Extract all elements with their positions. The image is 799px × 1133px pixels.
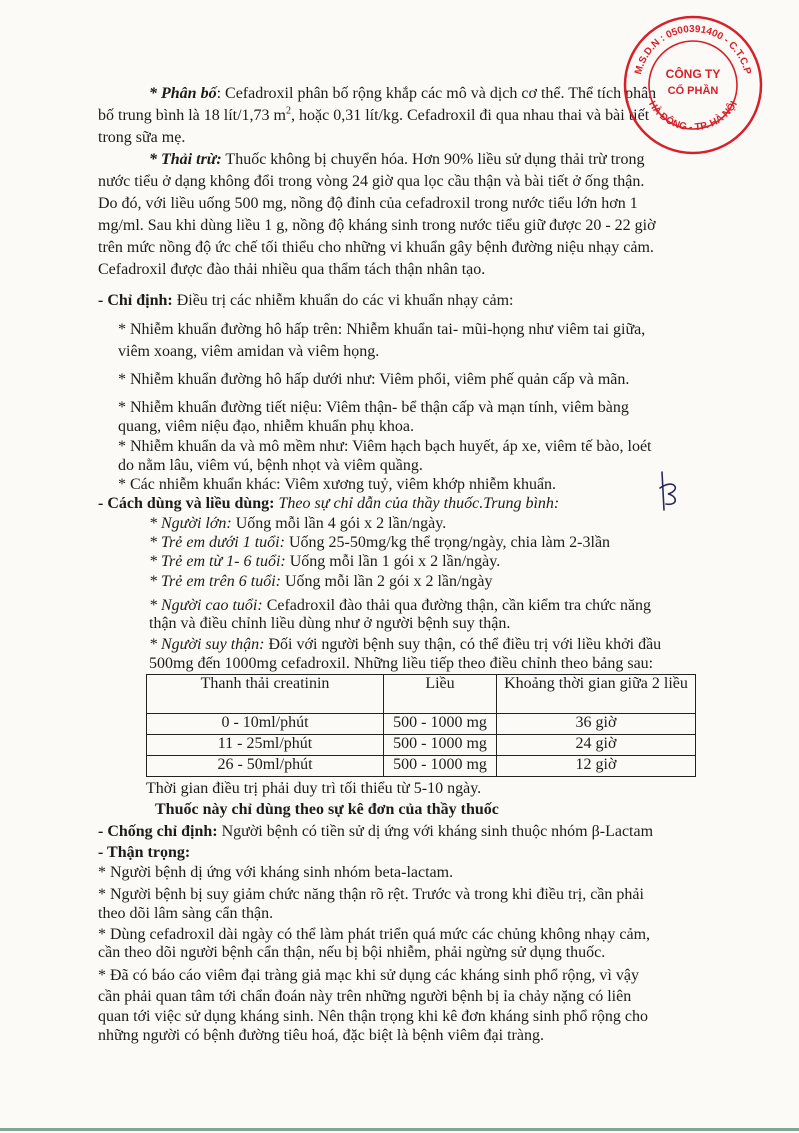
dose-adult: * Người lớn: Uống mỗi lần 4 gói x 2 lần/ngày. <box>149 515 447 532</box>
than-trong-item-1: * Người bệnh dị ứng với kháng sinh nhóm beta-lactam. <box>98 864 454 881</box>
than-trong-item-3-cont: cần theo dõi người bệnh cẩn thận, nếu bị bội nhiễm, phải ngừng sử dụng thuốc. <box>98 944 606 961</box>
chi-dinh-item-2: * Nhiễm khuẩn đường hô hấp dưới như: Viêm phổi, viêm phế quản cấp và mãn. <box>118 371 630 388</box>
dose-child-over-6: * Trẻ em trên 6 tuổi: Uống mỗi lần 2 gói x 2 lần/ngày <box>149 573 493 590</box>
table-row <box>147 735 696 756</box>
table-row <box>147 714 696 735</box>
thai-tru-line-3: Do đó, với liều uống 500 mg, nồng độ đỉnh của cefadroxil trong nước tiểu lớn hơn 1 <box>98 195 638 212</box>
table-cell: 24 giờ <box>497 735 696 756</box>
seal-line-2: CỔ PHẦN <box>667 85 719 97</box>
chi-dinh-item-3-cont: quang, viêm niệu đạo, nhiễm khuẩn phụ khoa. <box>118 418 414 435</box>
chi-dinh-item-1-cont: viêm xoang, viêm amidan và viêm họng. <box>118 343 380 360</box>
chi-dinh-item-4-cont: do nằm lâu, viêm vú, bệnh nhọt và viêm quầng. <box>118 457 423 474</box>
than-trong-item-4: * Đã có báo cáo viêm đại tràng giả mạc khi sử dụng các kháng sinh phổ rộng, vì vậy <box>98 967 639 984</box>
chi-dinh-item-1: * Nhiễm khuẩn đường hô hấp trên: Nhiễm khuẩn tai- mũi-họng như viêm tai giữa, <box>118 321 646 338</box>
thai-tru-line-2: nước tiểu ở dạng không đổi trong vòng 24 giờ qua lọc cầu thận và bài tiết ở ống thận. <box>98 173 645 190</box>
phan-bo-line-3: trong sữa mẹ. <box>98 129 186 146</box>
table-cell: 500 - 1000 mg <box>384 714 497 735</box>
dose-renal-cont: 500mg đến 1000mg cefadroxil. Những liều tiếp theo điều chỉnh theo bảng sau: <box>149 655 654 672</box>
renal-dose-table <box>146 674 696 777</box>
than-trong-item-3: * Dùng cefadroxil dài ngày có thể làm phát triển quá mức các chủng không nhạy cảm, <box>98 926 651 943</box>
chi-dinh-item-3: * Nhiễm khuẩn đường tiết niệu: Viêm thận- bể thận cấp và mạn tính, viêm bàng <box>118 399 629 416</box>
table-header-cell: Liều <box>384 675 497 714</box>
dose-child-under-1: * Trẻ em dưới 1 tuổi: Uống 25-50mg/kg thể trọng/ngày, chia làm 2-3lần <box>149 534 611 551</box>
seal-ring-top-text: M.S.D.N : 0500391400 - C.T.C.P <box>633 23 753 76</box>
than-trong-item-2: * Người bệnh bị suy giảm chức năng thận rõ rệt. Trước và trong khi điều trị, cần phải <box>98 886 644 903</box>
table-cell: 0 - 10ml/phút <box>147 714 384 735</box>
than-trong-item-4-cont-1: cần phải quan tâm tới chẩn đoán này trên những người bệnh bị ỉa chảy nặng có liên <box>98 988 632 1005</box>
table-header-row <box>147 675 696 714</box>
dose-renal: * Người suy thận: Đối với người bệnh suy thận, có thể điều trị với liều khởi đầu <box>149 636 662 653</box>
table-header-cell: Thanh thải creatinin <box>147 675 384 714</box>
handwritten-initials <box>648 468 688 514</box>
table-cell: 36 giờ <box>497 714 696 735</box>
than-trong-item-4-cont-3: những người có bệnh đường tiêu hoá, đặc biệt là bệnh viêm đại tràng. <box>98 1027 544 1044</box>
thai-tru-line-6: Cefadroxil được đào thải nhiều qua thẩm tách thận nhân tạo. <box>98 261 486 278</box>
thai-tru-line-4: mg/ml. Sau khi dùng liều 1 g, nồng độ kháng sinh trong nước tiểu giữ được 20 - 22 giờ <box>98 217 656 234</box>
chong-chi-dinh: - Chống chỉ định: Người bệnh có tiền sử dị ứng với kháng sinh thuộc nhóm β-Lactam <box>98 823 654 840</box>
dose-elderly: * Người cao tuổi: Cefadroxil đào thải qua đường thận, cần kiểm tra chức năng <box>149 597 652 614</box>
dose-elderly-cont: thận và điều chỉnh liều dùng như ở người bệnh suy thận. <box>149 615 511 632</box>
than-trong-item-2-cont: theo dõi lâm sàng cẩn thận. <box>98 905 274 922</box>
dose-child-1-6: * Trẻ em từ 1- 6 tuổi: Uống mỗi lần 1 gói x 2 lần/ngày. <box>149 553 501 570</box>
table-cell: 26 - 50ml/phút <box>147 756 384 777</box>
company-seal <box>618 10 768 160</box>
seal-ring-bottom-text: HÀ ĐÔNG - TP. HÀ NỘI <box>646 99 740 134</box>
table-cell: 500 - 1000 mg <box>384 735 497 756</box>
chi-dinh-item-5: * Các nhiễm khuẩn khác: Viêm xương tuỷ, viêm khớp nhiễm khuẩn. <box>118 476 557 493</box>
bottom-edge-rule <box>0 1128 799 1131</box>
treatment-duration: Thời gian điều trị phải duy trì tối thiểu từ 5-10 ngày. <box>146 780 482 797</box>
phan-bo-line-2: bố trung bình là 18 lít/1,73 $m^2$, hoặc 0,31 lít/kg. Cefadroxil đi qua nhau thai và bài tiết <box>98 105 650 124</box>
table-row <box>147 756 696 777</box>
table-cell: 11 - 25ml/phút <box>147 735 384 756</box>
thai-tru-line-1: * Thải trừ: Thuốc không bị chuyển hóa. Hơn 90% liều sử dụng thải trừ trong <box>149 151 645 168</box>
table-cell: 12 giờ <box>497 756 696 777</box>
seal-line-1: CÔNG TY <box>665 67 721 81</box>
chi-dinh-heading: - Chỉ định: Điều trị các nhiễm khuẩn do các vi khuẩn nhạy cảm: <box>98 292 514 309</box>
prescription-notice: Thuốc này chỉ dùng theo sự kê đơn của thầy thuốc <box>155 801 499 818</box>
than-trong-item-4-cont-2: quan tới việc sử dụng kháng sinh. Nên thận trọng khi kê đơn kháng sinh phổ rộng cho <box>98 1008 648 1025</box>
table-header-cell: Khoảng thời gian giữa 2 liều <box>497 675 696 714</box>
chi-dinh-item-4: * Nhiễm khuẩn da và mô mềm như: Viêm hạch bạch huyết, áp xe, viêm tế bào, loét <box>118 438 652 455</box>
thai-tru-line-5: trên mức nồng độ ức chế tối thiểu cho những vi khuẩn gây bệnh đường niệu nhạy cảm. <box>98 239 654 256</box>
cach-dung-heading: - Cách dùng và liều dùng: Theo sự chỉ dẫn của thầy thuốc.Trung bình: <box>98 495 560 512</box>
phan-bo-line-1: * Phân bố: Cefadroxil phân bố rộng khắp các mô và dịch cơ thể. Thể tích phân <box>149 85 657 102</box>
than-trong-heading: - Thận trọng: <box>98 844 191 861</box>
table-cell: 500 - 1000 mg <box>384 756 497 777</box>
